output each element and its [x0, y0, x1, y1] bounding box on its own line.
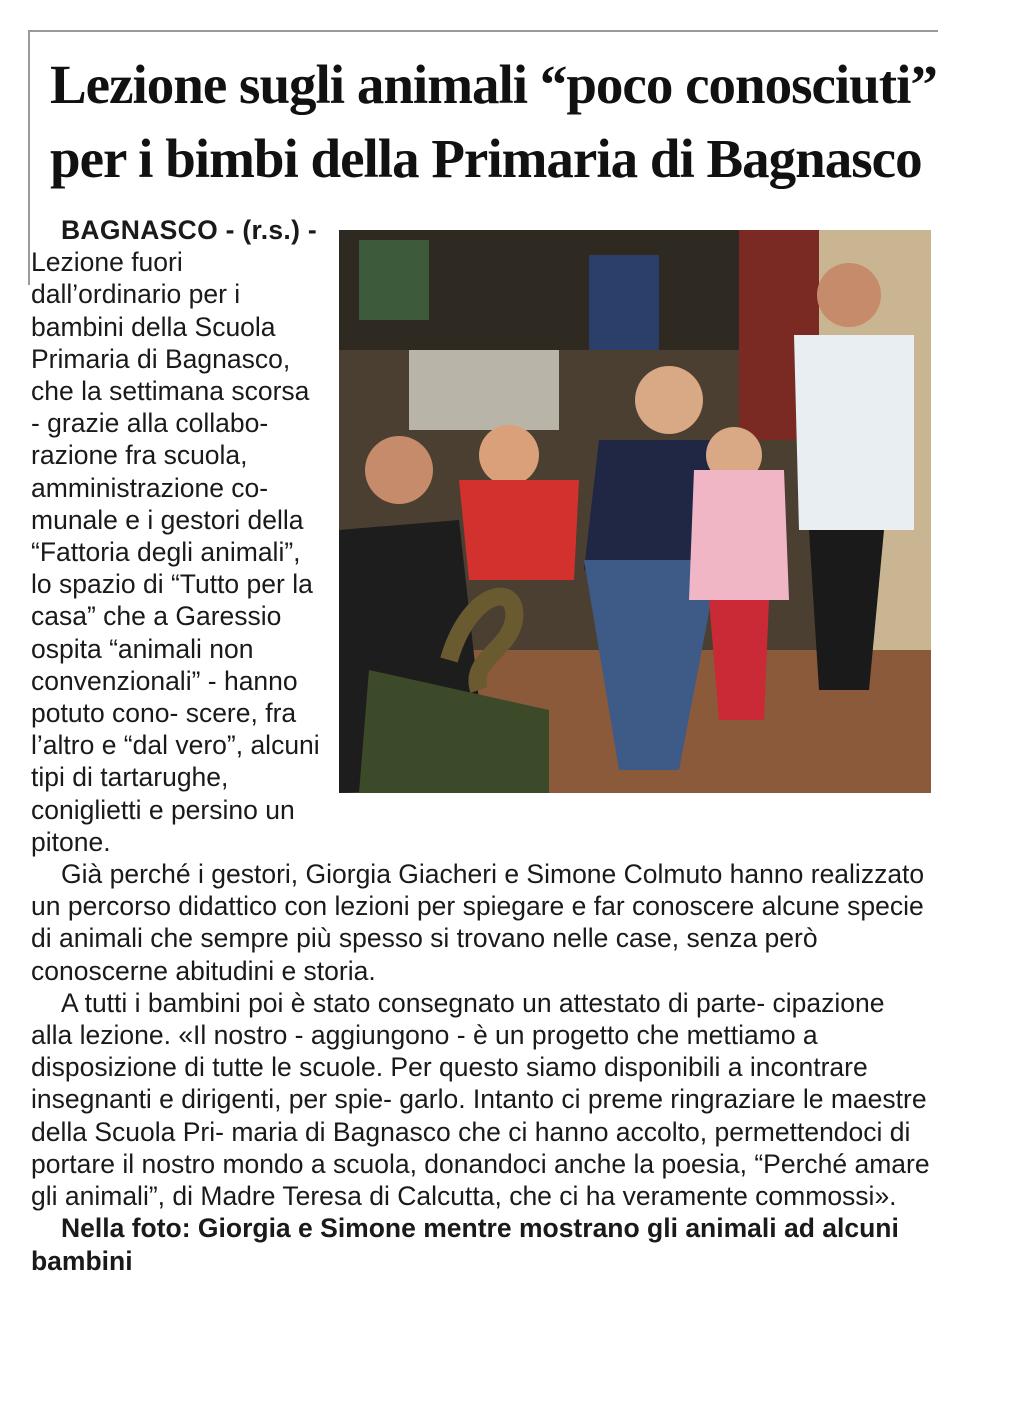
top-rule: [28, 30, 938, 32]
headline: [50, 48, 950, 196]
photo-caption: [31, 1212, 931, 1276]
paragraph-3-text: A tutti i bambini poi è stato consegnato un attestato di parte- cipazione alla lezione. «Il nostro - aggiungono - è un progetto che mettiamo a disposizione di tutte le scuole. Per questo siamo disponibili a incontrare insegnanti e dirigenti, per spie- garlo. Intanto ci preme ringraziare le maestre della Scuola Pri- maria di Bagnasco che ci hanno accolto, permettendoci di portare il nostro mondo a scuola, donandoci anche la poesia, “Perché amare gli animali”, di Madre Teresa di Calcutta, che ci ha veramente commossi».: [31, 987, 930, 1212]
left-rule: [28, 30, 30, 285]
paragraph-3: [31, 987, 931, 1212]
paragraph-2: [31, 858, 931, 987]
headline-line-2: per i bimbi della Primaria di Bagnasco: [50, 128, 922, 189]
article-photo: [339, 230, 931, 793]
headline-line-1: Lezione sugli animali “poco conosciuti”: [50, 54, 937, 115]
paragraph-1-text: Lezione fuori dall’ordinario per i bambini della Scuola Primaria di Bagnasco, che la settimana scorsa - grazie alla collabo- razione fra scuola, amministrazione co- munale e i gestori della “Fattoria degli animali”, lo spazio di “Tutto per la casa” che a Garessio ospita “animali non convenzionali” - hanno potuto cono- scere, fra l’altro e “dal vero”, alcuni tipi di tartarughe, coniglietti e persino un pitone.: [31, 247, 320, 857]
article-body: [31, 214, 931, 1277]
photo-illustration: [339, 230, 931, 793]
dateline: BAGNASCO - (r.s.) -: [61, 215, 317, 245]
photo-caption-text: Nella foto: Giorgia e Simone mentre mostrano gli animali ad alcuni bambini: [31, 1213, 899, 1276]
paragraph-2-text: Già perché i gestori, Giorgia Giacheri e Simone Colmuto hanno realizzato un percorso didattico con lezioni per spiegare e far conoscere alcune specie di animali che sempre più spesso si trovano nelle case, senza però conoscerne abitudini e storia.: [31, 859, 925, 986]
